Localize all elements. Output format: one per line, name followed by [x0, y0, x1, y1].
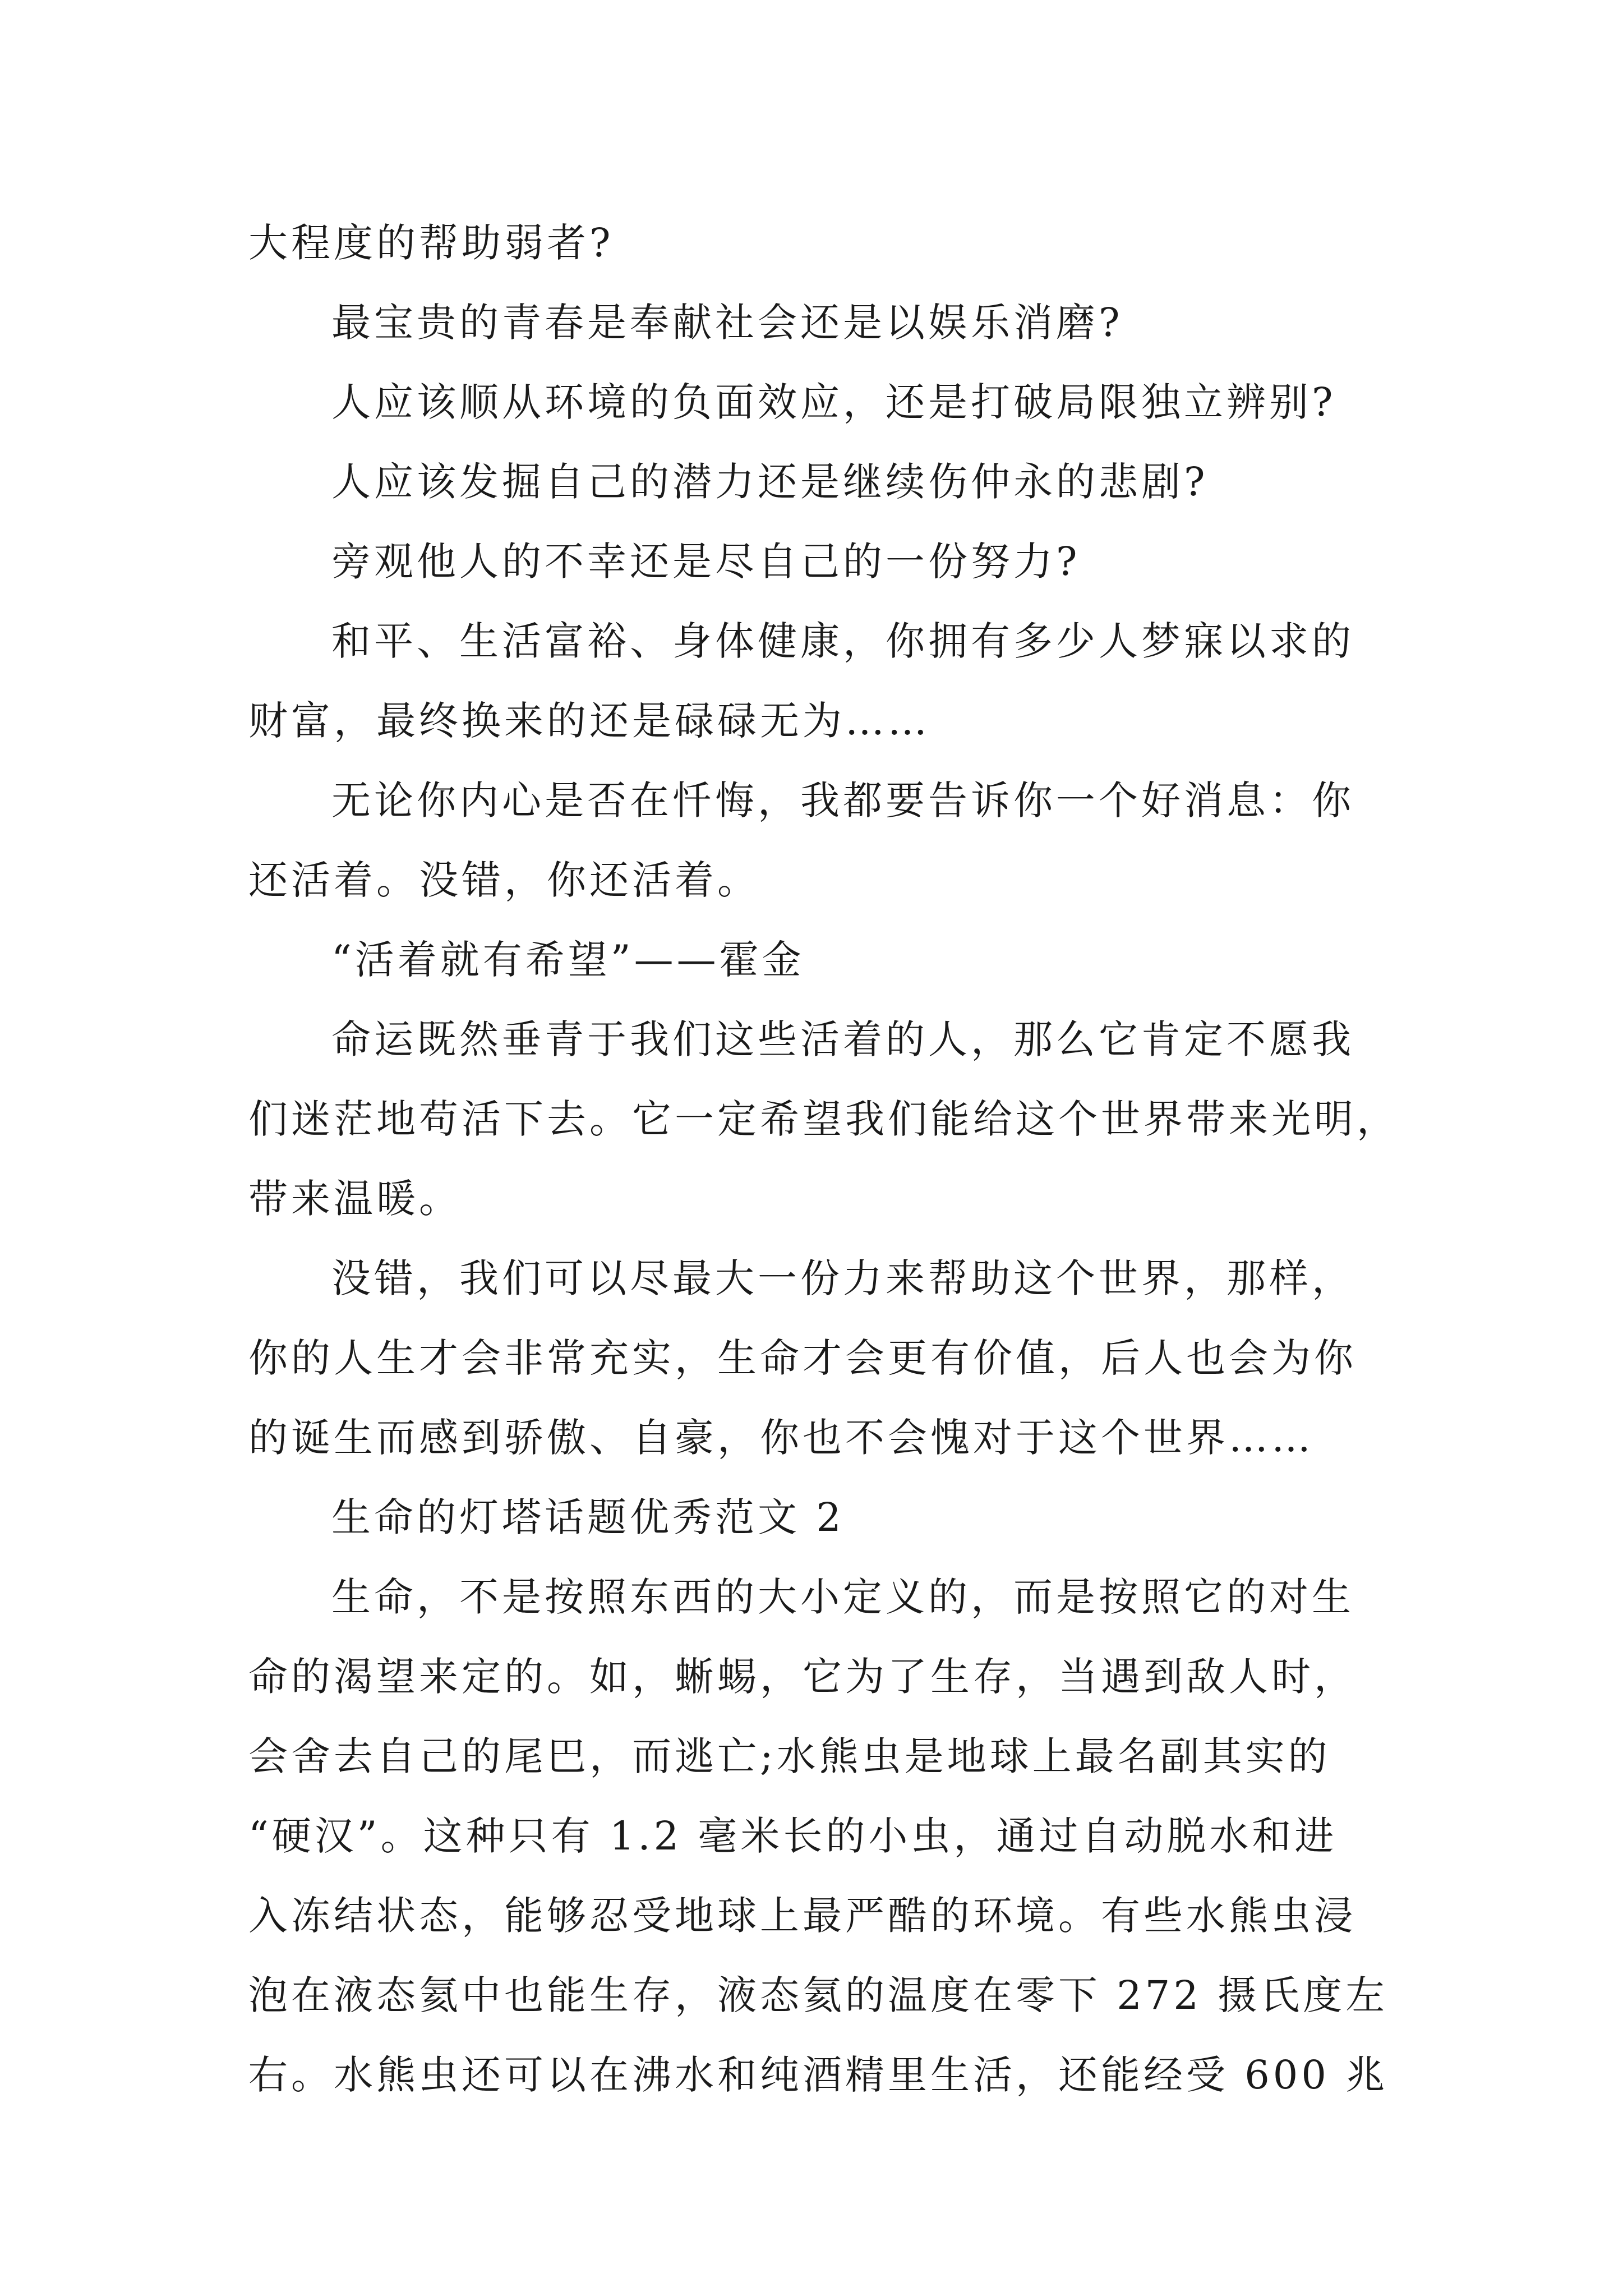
text-line: 会舍去自己的尾巴，而逃亡;水熊虫是地球上最名副其实的 [248, 1733, 1331, 1779]
text-line: 你的人生才会非常充实，生命才会更有价值，后人也会为你 [248, 1335, 1357, 1381]
text-line: 最宝贵的青春是奉献社会还是以娱乐消磨? [331, 300, 1123, 346]
document-body [248, 203, 1399, 2115]
text-line: 财富，最终换来的还是碌碌无为…… [248, 698, 930, 744]
text-line: 还活着。没错，你还活着。 [248, 857, 760, 903]
text-line: 大程度的帮助弱者? [248, 220, 614, 266]
section-heading: 生命的灯塔话题优秀范文 2 [331, 1494, 845, 1540]
text-line: 没错，我们可以尽最大一份力来帮助这个世界，那样， [331, 1255, 1354, 1301]
text-line: 生命，不是按照东西的大小定义的，而是按照它的对生 [331, 1574, 1354, 1620]
text-line: 泡在液态氦中也能生存，液态氦的温度在零下 272 摄氏度左 [248, 1972, 1389, 2018]
text-line: 旁观他人的不幸还是尽自己的一份努力? [331, 539, 1081, 585]
text-line: 人应该顺从环境的负面效应，还是打破局限独立辨别? [331, 379, 1336, 425]
text-line: 命的渴望来定的。如，蜥蜴，它为了生存，当遇到敌人时， [248, 1654, 1357, 1700]
text-line: 带来温暖。 [248, 1176, 462, 1222]
text-line: 命运既然垂青于我们这些活着的人，那么它肯定不愿我 [331, 1016, 1354, 1062]
quote-line: “活着就有希望”——霍金 [331, 937, 805, 983]
text-line: 人应该发掘自己的潜力还是继续伤仲永的悲剧? [331, 459, 1209, 505]
text-line: “硬汉”。这种只有 1.2 毫米长的小虫，通过自动脱水和进 [248, 1813, 1338, 1859]
text-line: 和平、生活富裕、身体健康，你拥有多少人梦寐以求的 [331, 618, 1354, 664]
text-line: 的诞生而感到骄傲、自豪，你也不会愧对于这个世界…… [248, 1415, 1314, 1461]
text-line: 入冻结状态，能够忍受地球上最严酷的环境。有些水熊虫浸 [248, 1893, 1357, 1939]
text-line: 右。水熊虫还可以在沸水和纯酒精里生活，还能经受 600 兆 [248, 2052, 1389, 2098]
text-line: 无论你内心是否在忏悔，我都要告诉你一个好消息：你 [331, 777, 1354, 823]
text-line: 们迷茫地苟活下去。它一定希望我们能给这个世界带来光明， [248, 1096, 1399, 1142]
